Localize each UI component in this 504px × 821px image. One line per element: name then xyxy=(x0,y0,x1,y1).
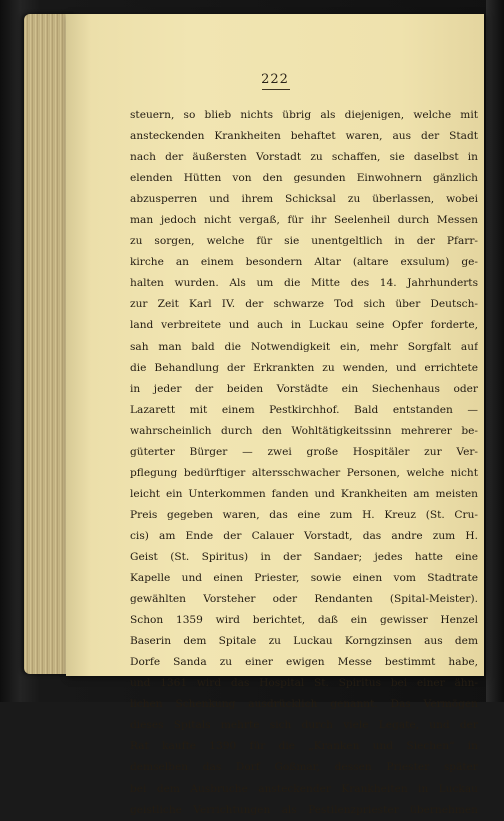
text-line: sah man bald die Notwendigkeit ein, mehr Sorgfalt auf xyxy=(130,340,478,353)
text-line: lichen Schenkung ausdrücklich genannt. Das Vermögen xyxy=(130,698,478,711)
text-line: man jedoch nicht vergaß, für ihr Seelenheil durch Messen xyxy=(130,214,478,227)
page-number: 222 xyxy=(261,72,289,87)
text-line: demselben das Dorf Goßmar, dessen Priester später xyxy=(130,761,478,774)
text-line: kirche an einem besondern Altar (altare exsulum) ge- xyxy=(130,256,478,269)
text-line: Rat kaufte 1390 für die „Kranken und Siechen“ in xyxy=(130,740,478,753)
text-line: Schon 1359 wird berichtet, daß ein gewisser Henzel xyxy=(130,614,478,627)
text-line: gewählten Vorsteher oder Rendanten (Spital-Meister). xyxy=(130,593,478,606)
text-line: pflegung bedürftiger altersschwacher Personen, welche nicht xyxy=(130,466,478,479)
text-line: Lazarett mit einem Pestkirchhof. Bald entstanden — xyxy=(130,403,478,416)
text-line: dieses Spitals mehrte sich durch viele Legate, und der xyxy=(130,719,478,732)
book-page xyxy=(66,14,484,816)
text-line: ansteckenden Krankheiten behaftet waren, aus der Stadt xyxy=(130,130,478,143)
text-line: in jeder der beiden Vorstädte ein Siechenhaus oder xyxy=(130,382,478,395)
text-line: und 1361 wird das Hospital St. Spiritus bei einer ähn- xyxy=(130,677,478,690)
text-line: bei dem Ausbruche ansteckender Krankheiten in Luckau xyxy=(130,782,478,795)
text-line: abzusperren und ihrem Schicksal zu überlassen, wobei xyxy=(130,193,478,206)
text-line: Kapelle und einen Priester, sowie einen vom Stadtrate xyxy=(130,572,478,585)
text-line: elenden Hütten von den gesunden Einwohnern gänzlich xyxy=(130,172,478,185)
text-line: geistliche Verrichtungen als Pestilenzpriester übernehmen xyxy=(130,803,478,816)
right-margin-strip xyxy=(486,0,504,702)
text-line: Geist (St. Spiritus) in der Sandaer; jedes hatte eine xyxy=(130,550,478,563)
text-line: nach der äußersten Vorstadt zu schaffen, sie daselbst in xyxy=(130,151,478,164)
text-line: wahrscheinlich durch den Wohltätigkeitssinn mehrerer be- xyxy=(130,424,478,437)
text-line: güterter Bürger — zwei große Hospitäler zur Ver- xyxy=(130,445,478,458)
text-line: leicht ein Unterkommen fanden und Krankheiten am meisten xyxy=(130,487,478,500)
text-line: die Behandlung der Erkrankten zu wenden, und errichtete xyxy=(130,361,478,374)
body-text xyxy=(130,105,478,821)
page-number-underline xyxy=(262,89,290,90)
text-line: steuern, so blieb nichts übrig als diejenigen, welche mit xyxy=(130,109,478,121)
text-line: land verbreitete und auch in Luckau seine Opfer forderte, xyxy=(130,319,478,332)
text-line: Baserin dem Spitale zu Luckau Korngzinsen aus dem xyxy=(130,635,478,648)
text-line: cis) am Ende der Calauer Vorstadt, das andre zum H. xyxy=(130,529,478,542)
text-line: zu sorgen, welche für sie unentgeltlich in der Pfarr- xyxy=(130,235,478,248)
text-line: halten wurden. Als um die Mitte des 14. Jahrhunderts xyxy=(130,277,478,290)
text-line: Dorfe Sanda zu einer ewigen Messe bestimmt habe, xyxy=(130,656,478,669)
text-line: Preis gegeben waren, das eine zum H. Kreuz (St. Cru- xyxy=(130,508,478,521)
text-line: zur Zeit Karl IV. der schwarze Tod sich über Deutsch- xyxy=(130,298,478,311)
